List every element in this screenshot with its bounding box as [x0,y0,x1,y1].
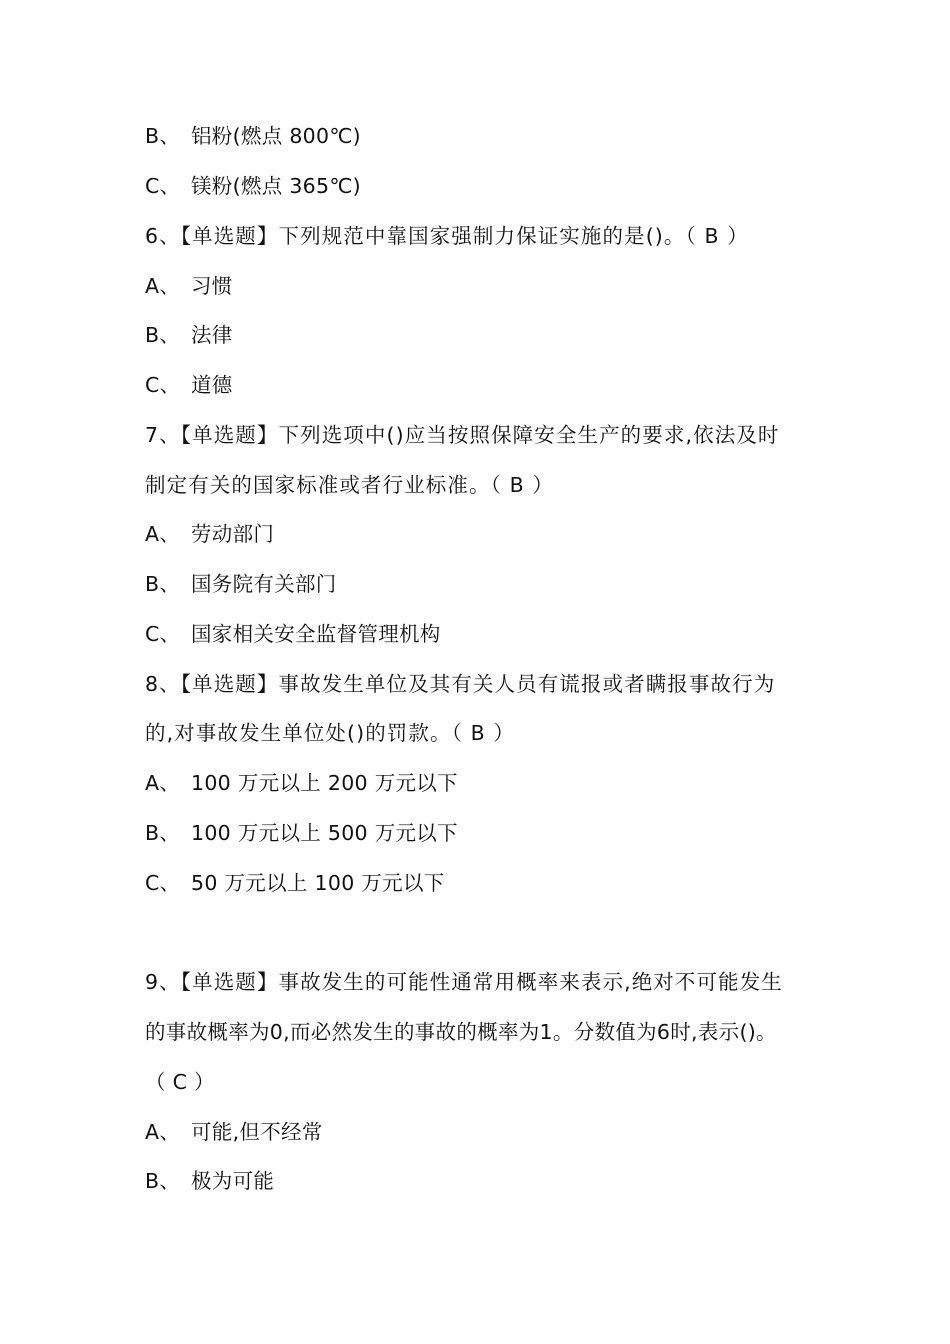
option-letter: B、 [145,572,181,596]
option-letter: A、 [145,1120,181,1144]
option-8c [145,867,445,899]
option-6a [145,270,233,302]
question-8-line-2: 的,对事故发生单位处()的罚款。（ B ） [145,721,515,745]
question-7-line-1: 7、【单选题】下列选项中()应当按照保障安全生产的要求,依法及时 [145,423,780,447]
option-letter: C、 [145,373,181,397]
option-text: 铝粉(燃点 800℃) [191,124,361,148]
option-5c [145,170,361,202]
option-5b [145,120,361,152]
option-letter: B、 [145,323,181,347]
option-8a [145,767,458,799]
option-letter: A、 [145,771,181,795]
option-letter: C、 [145,174,181,198]
question-8-line-1: 8、【单选题】事故发生单位及其有关人员有谎报或者瞒报事故行为 [145,672,776,696]
option-text: 可能,但不经常 [191,1120,323,1144]
option-letter: A、 [145,522,181,546]
option-letter: B、 [145,821,181,845]
option-text: 道德 [191,373,233,397]
option-letter: C、 [145,622,181,646]
option-text: 50 万元以上 100 万元以下 [191,871,445,895]
option-text: 习惯 [191,274,233,298]
question-9-answer: （ C ） [145,1070,215,1094]
option-letter: C、 [145,871,181,895]
option-letter: A、 [145,274,181,298]
option-text: 镁粉(燃点 365℃) [191,174,361,198]
option-9a [145,1116,323,1148]
option-text: 国家相关安全监督管理机构 [191,622,441,646]
option-text: 100 万元以上 200 万元以下 [191,771,458,795]
option-7b [145,568,337,600]
option-text: 极为可能 [191,1169,275,1193]
option-9b [145,1165,274,1197]
option-letter: B、 [145,1169,181,1193]
option-text: 劳动部门 [191,522,275,546]
question-9-line-2: 的事故概率为0,而必然发生的事故的概率为1。分数值为6时,表示()。 [145,1020,777,1044]
option-7a [145,518,274,550]
option-text: 法律 [191,323,233,347]
option-6c [145,369,233,401]
option-6b [145,319,233,351]
option-text: 100 万元以上 500 万元以下 [191,821,458,845]
question-6: 6、【单选题】下列规范中靠国家强制力保证实施的是()。（ B ） [145,224,749,248]
option-text: 国务院有关部门 [191,572,337,596]
question-7-line-2: 制定有关的国家标准或者行业标准。（ B ） [145,473,554,497]
option-letter: B、 [145,124,181,148]
question-9-line-1: 9、【单选题】事故发生的可能性通常用概率来表示,绝对不可能发生 [145,970,783,994]
option-8b [145,817,458,849]
option-7c [145,618,441,650]
